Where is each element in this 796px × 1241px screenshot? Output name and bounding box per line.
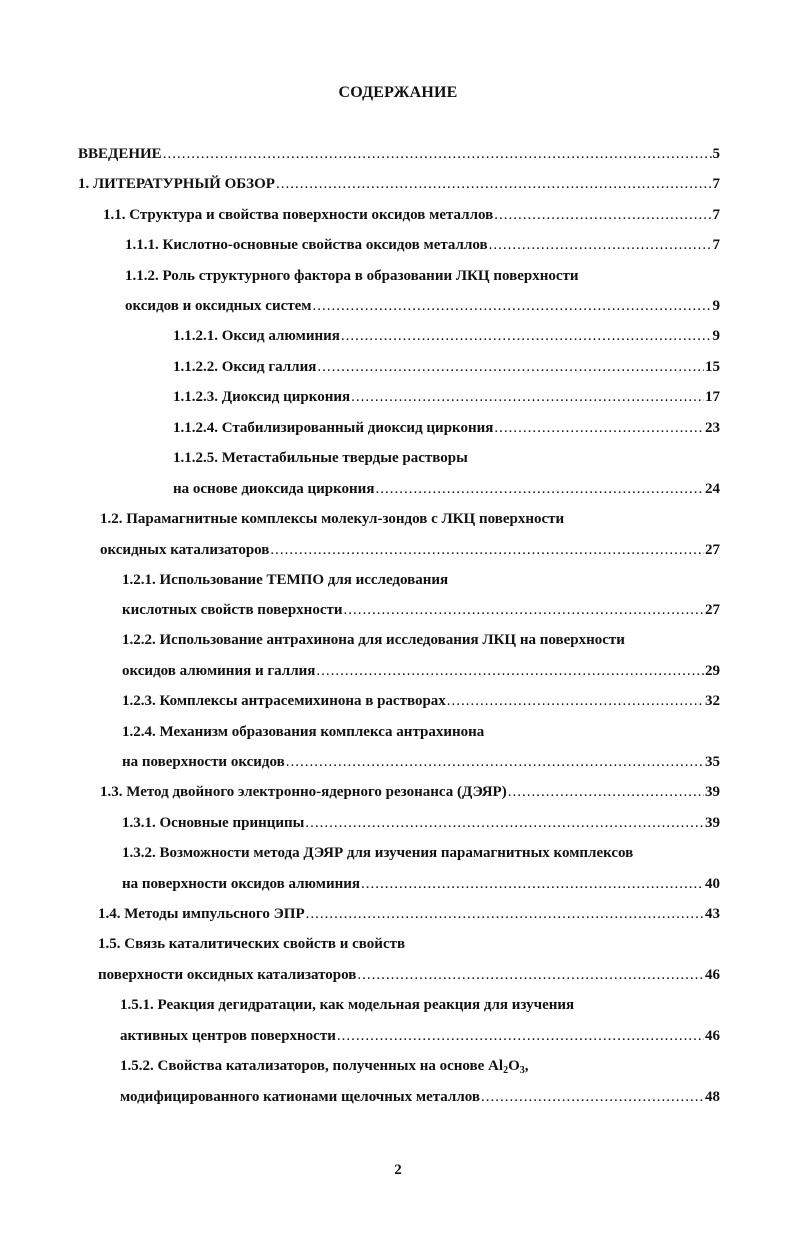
- toc-entry-text: 1.1.2.3. Диоксид циркония: [173, 389, 351, 405]
- toc-entry-page: 15: [705, 359, 720, 375]
- toc-entry-text: на поверхности оксидов алюминия: [122, 876, 361, 892]
- toc-entry-1-2-4-line2[interactable]: [122, 751, 720, 773]
- toc-entry-text: 1.1.2.5. Метастабильные твердые растворы: [173, 450, 468, 466]
- toc-entry-1-2-4-line1[interactable]: [122, 721, 720, 743]
- toc-entry-1-1-2-2[interactable]: [173, 356, 720, 378]
- toc-leader-dots: [361, 873, 704, 895]
- toc-entry-1-2-3[interactable]: [122, 690, 720, 712]
- toc-entry-text: 1. ЛИТЕРАТУРНЫЙ ОБЗОР: [78, 176, 275, 192]
- toc-leader-dots: [316, 660, 704, 682]
- toc-leader-dots: [306, 903, 704, 925]
- toc-entry-text: на поверхности оксидов: [122, 754, 285, 770]
- toc-entry-text: 1.1.2.2. Оксид галлия: [173, 359, 317, 375]
- toc-entry-page: 39: [705, 815, 720, 831]
- toc-entry-text: 1.2.2. Использование антрахинона для исследования ЛКЦ на поверхности: [122, 632, 625, 648]
- toc-entry-page: 32: [705, 693, 720, 709]
- toc-leader-dots: [337, 1025, 704, 1047]
- toc-entry-text: 1.3.2. Возможности метода ДЭЯР для изучения парамагнитных комплексов: [122, 845, 634, 861]
- toc-entry-text: 1.5.1. Реакция дегидратации, как модельная реакция для изучения: [120, 997, 575, 1013]
- toc-leader-dots: [351, 386, 704, 408]
- toc-entry-1-1-2-5-line2[interactable]: [173, 478, 720, 500]
- toc-entry-page: 40: [705, 876, 720, 892]
- toc-entry-text: 1.5. Связь каталитических свойств и свойств: [98, 936, 406, 952]
- toc-leader-dots: [508, 781, 704, 803]
- toc-entry-page: 27: [705, 602, 720, 618]
- toc-entry-1-1-2-1[interactable]: [173, 325, 720, 347]
- toc-entry-1-3-2-line1[interactable]: [122, 842, 720, 864]
- toc-entry-1-2-2-line2[interactable]: [122, 660, 720, 682]
- toc-entry-text: 1.1.2. Роль структурного фактора в образовании ЛКЦ поверхности: [125, 268, 579, 284]
- toc-entry-page: 43: [705, 906, 720, 922]
- toc-leader-dots: [447, 690, 704, 712]
- toc-entry-1-1-2-line1[interactable]: [125, 265, 720, 287]
- toc-entry-1-1-1[interactable]: [125, 234, 720, 256]
- formula-element: O: [508, 1058, 520, 1074]
- toc-entry-1-3-1[interactable]: [122, 812, 720, 834]
- toc-entry-1-2-line2[interactable]: [100, 539, 720, 561]
- toc-entry-text-tail: ,: [524, 1058, 529, 1074]
- page-number: 2: [394, 1162, 402, 1178]
- toc-entry-1-5-line2[interactable]: [98, 964, 720, 986]
- toc-entry-text: ВВЕДЕНИЕ: [78, 146, 162, 162]
- toc-entry-text: кислотных свойств поверхности: [122, 602, 343, 618]
- toc-entry-text: 1.1.2.4. Стабилизированный диоксид циркония: [173, 420, 494, 436]
- toc-leader-dots: [341, 325, 712, 347]
- formula-subscript: 3: [519, 1065, 525, 1076]
- toc-entry-text: оксидных катализаторов: [100, 542, 270, 558]
- toc-entry-page: 7: [712, 237, 720, 253]
- toc-entry-text: 1.4. Методы импульсного ЭПР: [98, 906, 305, 922]
- toc-leader-dots: [481, 1086, 704, 1108]
- toc-leader-dots: [313, 295, 712, 317]
- toc-entry-text: модифицированного катионами щелочных металлов: [120, 1089, 480, 1105]
- toc-entry-page: 9: [712, 328, 720, 344]
- toc-leader-dots: [494, 417, 704, 439]
- toc-entry-text: [120, 1058, 528, 1074]
- toc-leader-dots: [344, 599, 705, 621]
- toc-entry-page: 35: [705, 754, 720, 770]
- toc-entry-1-1-2-line2[interactable]: [125, 295, 720, 317]
- toc-entry-page: 7: [712, 207, 720, 223]
- toc-entry-1-4[interactable]: [98, 903, 720, 925]
- toc-entry-page: 17: [705, 389, 720, 405]
- toc-entry-page: 9: [712, 298, 720, 314]
- toc-leader-dots: [276, 173, 712, 195]
- toc-entry-1-3-2-line2[interactable]: [122, 873, 720, 895]
- toc-entry-page: 5: [712, 146, 720, 162]
- toc-entry-1-2-2-line1[interactable]: [122, 629, 720, 651]
- toc-leader-dots: [305, 812, 704, 834]
- toc-entry-text: 1.3.1. Основные принципы: [122, 815, 305, 831]
- toc-entry-text: 1.1.2.1. Оксид алюминия: [173, 328, 340, 344]
- formula-subscript: 2: [503, 1065, 509, 1076]
- toc-entry-1-2-1-line2[interactable]: [122, 599, 720, 621]
- toc-entry-1-1-2-4[interactable]: [173, 417, 720, 439]
- toc-entry-page: 29: [705, 663, 720, 679]
- toc-entry-text: оксидов и оксидных систем: [125, 298, 312, 314]
- toc-entry-1-3[interactable]: [100, 781, 720, 803]
- toc-entry-text: 1.1. Структура и свойства поверхности оксидов металлов: [103, 207, 494, 223]
- toc-entry-text: 1.3. Метод двойного электронно-ядерного резонанса (ДЭЯР): [100, 784, 507, 800]
- page-title: СОДЕРЖАНИЕ: [338, 84, 458, 101]
- toc-entry-page: 7: [712, 176, 720, 192]
- toc-entry-1-1[interactable]: [103, 204, 720, 226]
- toc-entry-1-5-1-line1[interactable]: [120, 994, 720, 1016]
- toc-entry-text: поверхности оксидных катализаторов: [98, 967, 357, 983]
- toc-entry-text: 1.2.3. Комплексы антрасемихинона в растворах: [122, 693, 446, 709]
- toc-leader-dots: [163, 143, 712, 165]
- toc-entry-page: 48: [705, 1089, 720, 1105]
- toc-entry-page: 39: [705, 784, 720, 800]
- toc-entry-1-1-2-5-line1[interactable]: [173, 447, 720, 469]
- toc-entry-1-5-2-line1[interactable]: [120, 1055, 720, 1077]
- toc-entry-text: 1.2. Парамагнитные комплексы молекул-зондов с ЛКЦ поверхности: [100, 511, 565, 527]
- toc-entry-introduction[interactable]: [78, 143, 720, 165]
- toc-entry-text: активных центров поверхности: [120, 1028, 336, 1044]
- toc-entry-text-main: 1.5.2. Свойства катализаторов, полученных на основе Al: [120, 1058, 504, 1074]
- toc-entry-1-1-2-3[interactable]: [173, 386, 720, 408]
- toc-entry-page: 27: [705, 542, 720, 558]
- toc-entry-1-5-line1[interactable]: [98, 933, 720, 955]
- toc-entry-page: 46: [705, 967, 720, 983]
- toc-entry-text: 1.2.4. Механизм образования комплекса антрахинона: [122, 724, 485, 740]
- toc-entry-text: 1.2.1. Использование ТЕМПО для исследования: [122, 572, 449, 588]
- toc-leader-dots: [317, 356, 704, 378]
- toc-entry-page: 24: [705, 481, 720, 497]
- toc-leader-dots: [489, 234, 712, 256]
- toc-entry-page: 46: [705, 1028, 720, 1044]
- toc-leader-dots: [494, 204, 711, 226]
- toc-entry-text: 1.1.1. Кислотно-основные свойства оксидов металлов: [125, 237, 488, 253]
- toc-leader-dots: [270, 539, 704, 561]
- toc-entry-text: на основе диоксида циркония: [173, 481, 375, 497]
- toc-entry-1-5-2-line2[interactable]: [120, 1086, 720, 1108]
- toc-entry-1[interactable]: [78, 173, 720, 195]
- toc-entry-text: оксидов алюминия и галлия: [122, 663, 316, 679]
- toc-leader-dots: [375, 478, 704, 500]
- toc-entry-1-2-1-line1[interactable]: [122, 569, 720, 591]
- toc-entry-page: 23: [705, 420, 720, 436]
- toc-entry-1-5-1-line2[interactable]: [120, 1025, 720, 1047]
- toc-leader-dots: [286, 751, 704, 773]
- toc-leader-dots: [357, 964, 704, 986]
- toc-entry-1-2-line1[interactable]: [100, 508, 720, 530]
